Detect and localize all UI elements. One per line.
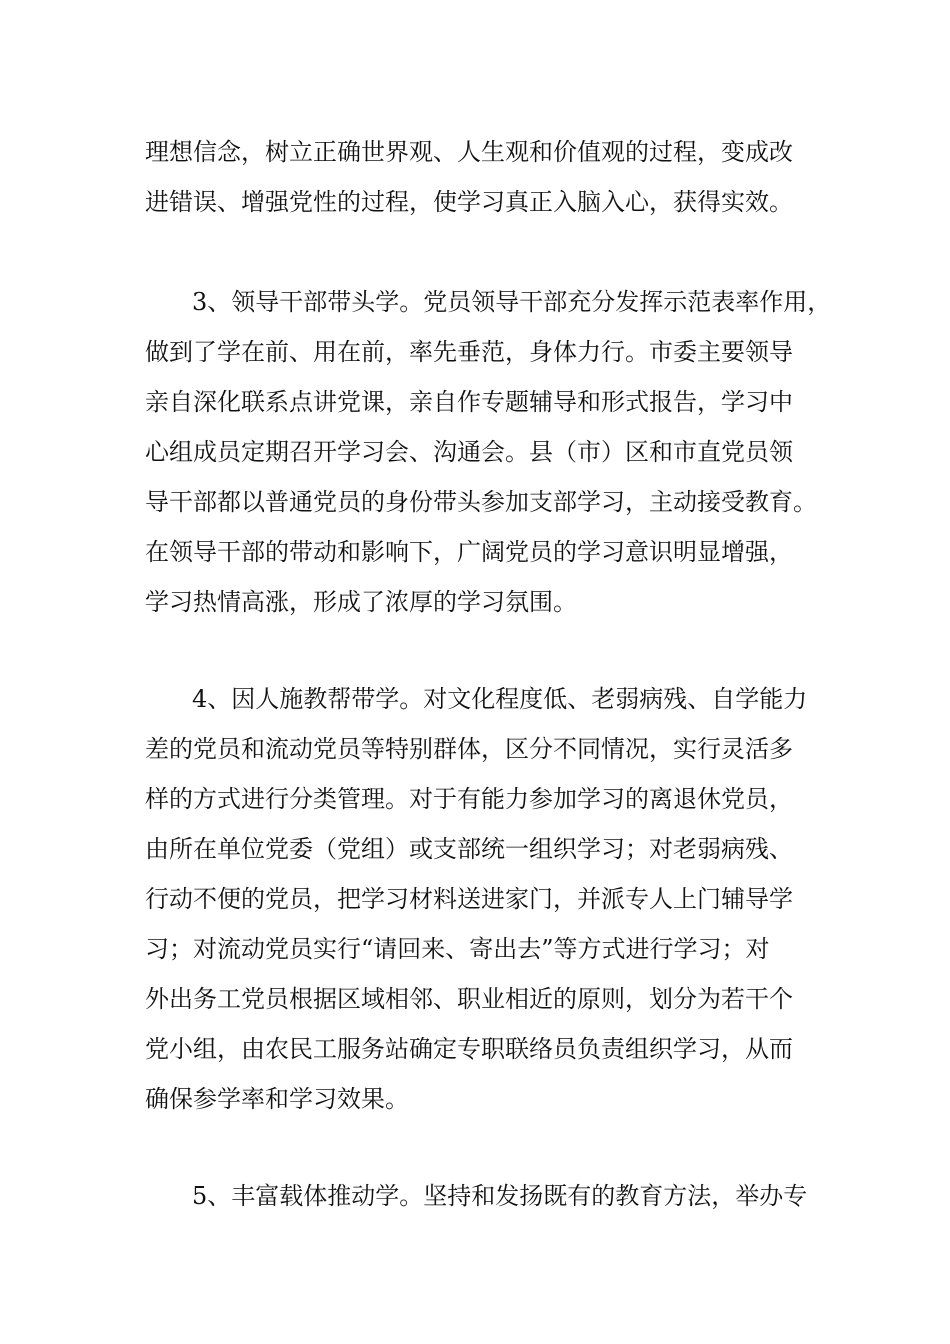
text-line: 5、丰富载体推动学。坚持和发扬既有的教育方法，举办专 [192,1182,808,1210]
text-line: 样的方式进行分类管理。对于有能力参加学习的离退休党员， [145,785,793,813]
text-line: 由所在单位党委（党组）或支部统一组织学习；对老弱病残、 [145,835,793,863]
text-line: 行动不便的党员，把学习材料送进家门，并派专人上门辅导学 [145,885,793,913]
text-line: 导干部都以普通党员的身份带头参加支部学习，主动接受教育。 [145,488,817,516]
text-line: 4、因人施教帮带学。对文化程度低、老弱病残、自学能力 [192,685,808,713]
text-line: 在领导干部的带动和影响下，广阔党员的学习意识明显增强， [145,538,793,566]
text-line: 心组成员定期召开学习会、沟通会。县（市）区和市直党员领 [145,438,793,466]
text-line: 3、领导干部带头学。党员领导干部充分发挥示范表率作用， [192,288,832,316]
text-line: 党小组，由农民工服务站确定专职联络员负责组织学习，从而 [145,1035,793,1063]
text-line: 差的党员和流动党员等特别群体，区分不同情况，实行灵活多 [145,735,793,763]
text-line: 进错误、增强党性的过程，使学习真正入脑入心，获得实效。 [145,188,793,216]
text-line: 确保参学率和学习效果。 [145,1085,409,1113]
text-line: 外出务工党员根据区域相邻、职业相近的原则，划分为若干个 [145,985,793,1013]
text-line: 习；对流动党员实行“请回来、寄出去”等方式进行学习；对 [145,935,770,963]
text-line: 亲自深化联系点讲党课，亲自作专题辅导和形式报告，学习中 [145,388,793,416]
text-line: 理想信念，树立正确世界观、人生观和价值观的过程，变成改 [145,138,793,166]
text-line: 学习热情高涨，形成了浓厚的学习氛围。 [145,588,577,616]
text-line: 做到了学在前、用在前，率先垂范，身体力行。市委主要领导 [145,338,793,366]
